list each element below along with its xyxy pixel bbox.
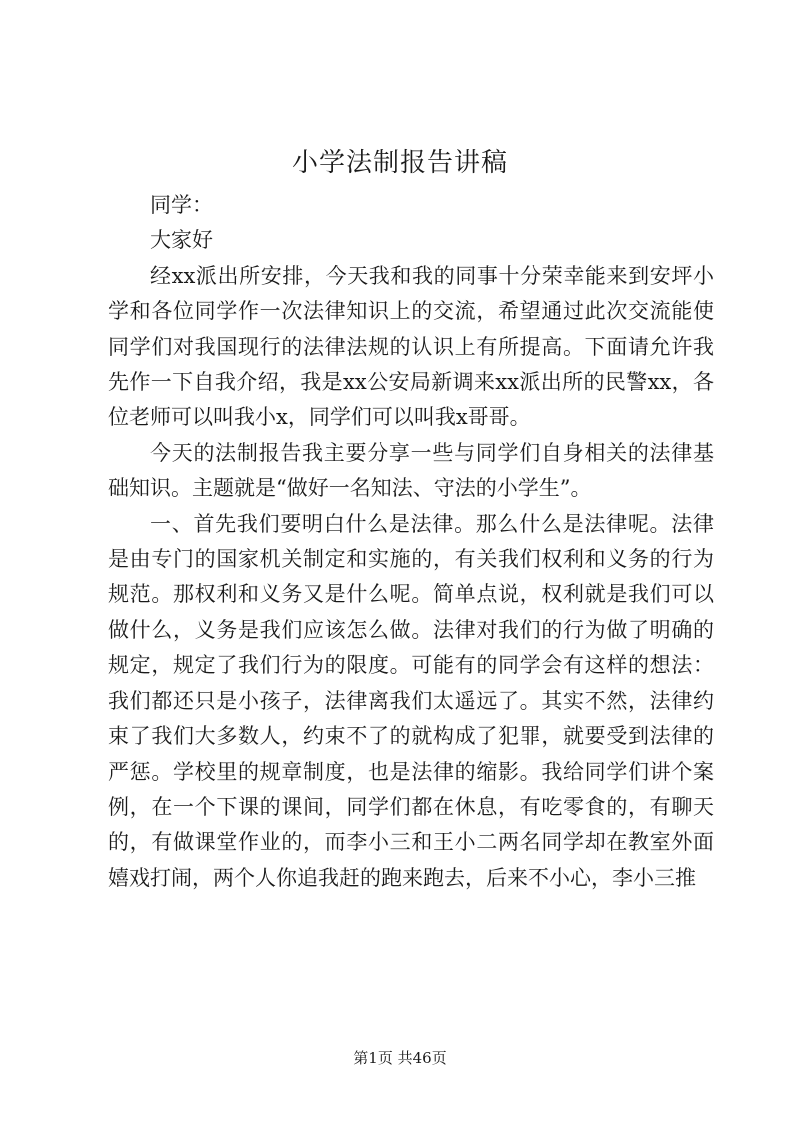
greeting: 大家好 <box>150 228 213 253</box>
body-paragraph: 经xx派出所安排，今天我和我的同事十分荣幸能来到安坪小学和各位同学作一次法律知识上的交流，希望通过此次交流能使同学们对我国现行的法律法规的认识上有所提高。下面请允许我先作一下自我介绍，我是xx公安局新调来xx派出所的民警xx，各位老师可以叫我小x，同学们可以叫我x哥哥。 <box>108 263 714 430</box>
body-paragraph: 一、首先我们要明白什么是法律。那么什么是法律呢。法律是由专门的国家机关制定和实施的，有关我们权利和义务的行为规范。那权利和义务又是什么呢。简单点说，权利就是我们可以做什么，义务是我们应该怎么做。法律对我们的行为做了明确的规定，规定了我们行为的限度。可能有的同学会有这样的想法：我们都还只是小孩子，法律离我们太遥远了。其实不然，法律约束了我们大多数人，约束不了的就构成了犯罪，就要受到法律的严惩。学校里的规章制度，也是法律的缩影。我给同学们讲个案例，在一个下课的课间，同学们都在休息，有吃零食的，有聊天的，有做课堂作业的，而李小三和王小二两名同学却在教室外面嬉戏打闹，两个人你追我赶的跑来跑去，后来不小心，李小三推 <box>108 511 714 890</box>
document-body <box>108 188 714 896</box>
salutation: 同学： <box>150 193 213 217</box>
document-title: 小学法制报告讲稿 <box>291 148 508 178</box>
page-footer: 第1页 共46页 <box>353 1049 447 1067</box>
body-paragraph: 今天的法制报告我主要分享一些与同学们自身相关的法律基础知识。主题就是“做好一名知法、守法的小学生”。 <box>108 440 714 501</box>
